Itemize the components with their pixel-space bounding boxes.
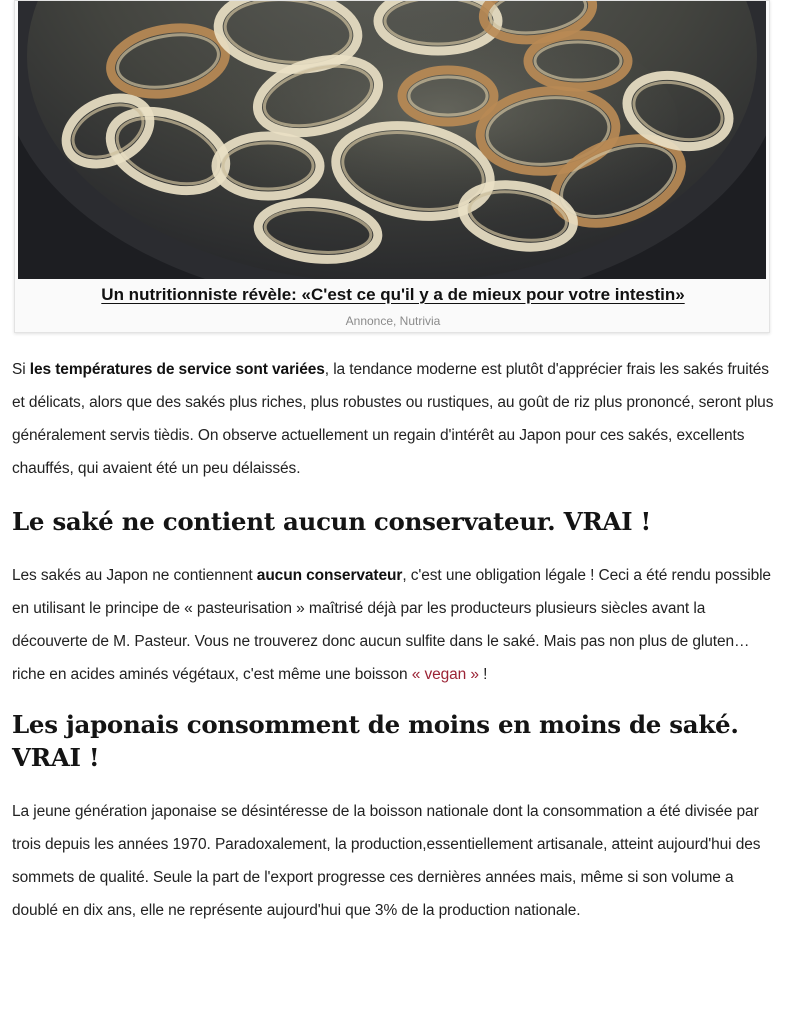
text: , c'est une obligation légale ! Ceci a été rendu possible en utilisant le principe de « pasteurisation » maîtrisé déjà par les producteurs plusieurs siècles avant la découverte de M. Pasteur. Vous ne trouverez donc aucun sulfite dans le saké. Mais pas non plus de gluten… riche en acides aminés végétaux, c'est même une boisson [12,567,771,683]
paragraph-consumption: La jeune génération japonaise se désintéresse de la boisson nationale dont la consommation a été divisée par trois depuis les années 1970. Paradoxalement, la production,essentiellement artisanale, atteint aujourd'hui des sommets de qualité. Seule la part de l'export progresse ces dernières années mais, même si son volume a doublé en dix ans, elle ne représente aujourd'hui que 3% de la production nationale. [12,803,761,919]
paragraph-serving-temperatures [12,353,774,485]
vegan-link[interactable]: « vegan » [411,666,479,683]
heading-consumption-decline: Les japonais consomment de moins en moins de saké. VRAI ! [12,710,739,772]
text: Les sakés au Japon ne contiennent [12,567,257,584]
text: , la tendance moderne est plutôt d'apprécier frais les sakés fruités et délicats, alors que des sakés plus riches, plus robustes ou rustiques, au goût de riz plus prononcé, seront plus généralement servis tièdis. On observe actuellement un regain d'intérêt au Japon pour ces sakés, excellents chauffés, qui avaient été un peu délaissés. [12,361,774,477]
bold-text: aucun conservateur [256,567,403,584]
ad-source-label: Annonce, Nutrivia [345,314,441,328]
ad-image[interactable] [18,1,766,279]
text: ! [478,666,488,683]
bold-text: les températures de service sont variées [29,361,325,378]
sponsored-ad-card[interactable] [14,0,770,333]
paragraph-preservatives [12,559,774,691]
heading-no-preservatives: Le saké ne contient aucun conservateur. VRAI ! [12,507,651,536]
text: Si [12,361,30,378]
article-body [12,353,774,927]
ad-title[interactable]: Un nutritionniste révèle: «C'est ce qu'il y a de mieux pour votre intestin» [101,285,685,304]
